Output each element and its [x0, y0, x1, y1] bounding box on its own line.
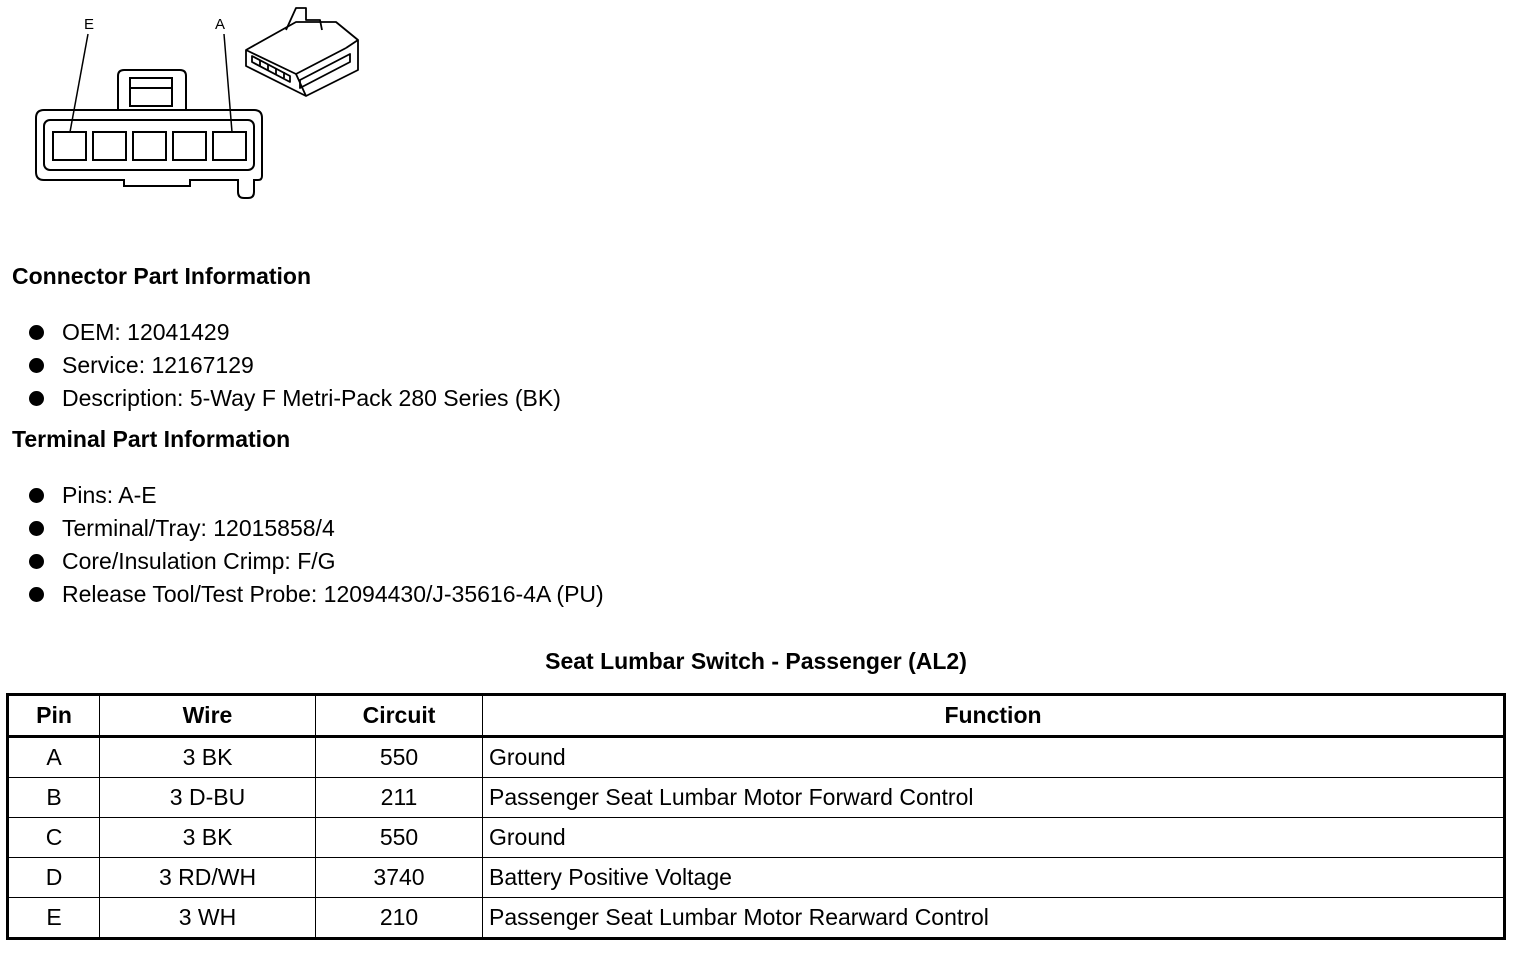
list-item: OEM: 12041429 [0, 316, 561, 349]
wire-cell: 3 BK [100, 818, 316, 858]
circuit-cell: 211 [316, 778, 483, 818]
function-cell: Ground [483, 737, 1505, 778]
bullet-icon [29, 554, 44, 569]
function-cell: Passenger Seat Lumbar Motor Rearward Control [483, 898, 1505, 939]
column-header-function: Function [483, 695, 1505, 737]
terminal-info-heading: Terminal Part Information [12, 426, 291, 452]
pin-cell: B [8, 778, 100, 818]
circuit-cell: 210 [316, 898, 483, 939]
table-title: Seat Lumbar Switch - Passenger (AL2) [545, 648, 967, 674]
column-header-pin: Pin [8, 695, 100, 737]
wire-cell: 3 RD/WH [100, 858, 316, 898]
table-row [8, 737, 1505, 778]
list-item: Description: 5-Way F Metri-Pack 280 Series (BK) [0, 382, 561, 415]
connector-lock-window [130, 78, 172, 106]
cavity-b [173, 132, 206, 160]
pin-cell: D [8, 858, 100, 898]
leader-line-e [70, 34, 88, 132]
function-cell: Passenger Seat Lumbar Motor Forward Control [483, 778, 1505, 818]
connector-body [36, 110, 262, 198]
column-header-wire: Wire [100, 695, 316, 737]
leader-line-a [224, 34, 232, 132]
table-header-row [8, 695, 1505, 737]
cavity-a [213, 132, 246, 160]
connector-iso-view [246, 8, 358, 96]
column-header-circuit: Circuit [316, 695, 483, 737]
connector-diagram [0, 0, 380, 210]
cavity-e [53, 132, 86, 160]
table-row [8, 778, 1505, 818]
bullet-icon [29, 587, 44, 602]
circuit-cell: 550 [316, 818, 483, 858]
connector-lock-tab [118, 70, 186, 110]
circuit-cell: 550 [316, 737, 483, 778]
terminal-info-list [0, 479, 604, 611]
connector-info-list [0, 316, 561, 415]
bullet-icon [29, 488, 44, 503]
wire-cell: 3 BK [100, 737, 316, 778]
list-item: Pins: A-E [0, 479, 604, 512]
table-row [8, 898, 1505, 939]
list-item: Terminal/Tray: 12015858/4 [0, 512, 604, 545]
pinout-table [6, 693, 1506, 940]
bullet-icon [29, 521, 44, 536]
circuit-cell: 3740 [316, 858, 483, 898]
connector-face [44, 120, 254, 170]
list-item: Core/Insulation Crimp: F/G [0, 545, 604, 578]
bullet-icon [29, 358, 44, 373]
list-item: Release Tool/Test Probe: 12094430/J-35616-4A (PU) [0, 578, 604, 611]
table-row [8, 818, 1505, 858]
cavity-d [93, 132, 126, 160]
bullet-icon [29, 391, 44, 406]
wire-cell: 3 WH [100, 898, 316, 939]
pin-cell: C [8, 818, 100, 858]
bullet-icon [29, 325, 44, 340]
pin-cell: A [8, 737, 100, 778]
pin-label-a: A [215, 16, 226, 33]
table-row [8, 858, 1505, 898]
list-item: Service: 12167129 [0, 349, 561, 382]
pin-label-e: E [84, 16, 95, 33]
function-cell: Ground [483, 818, 1505, 858]
cavity-c [133, 132, 166, 160]
wire-cell: 3 D-BU [100, 778, 316, 818]
pin-cell: E [8, 898, 100, 939]
connector-info-heading: Connector Part Information [12, 263, 312, 289]
function-cell: Battery Positive Voltage [483, 858, 1505, 898]
